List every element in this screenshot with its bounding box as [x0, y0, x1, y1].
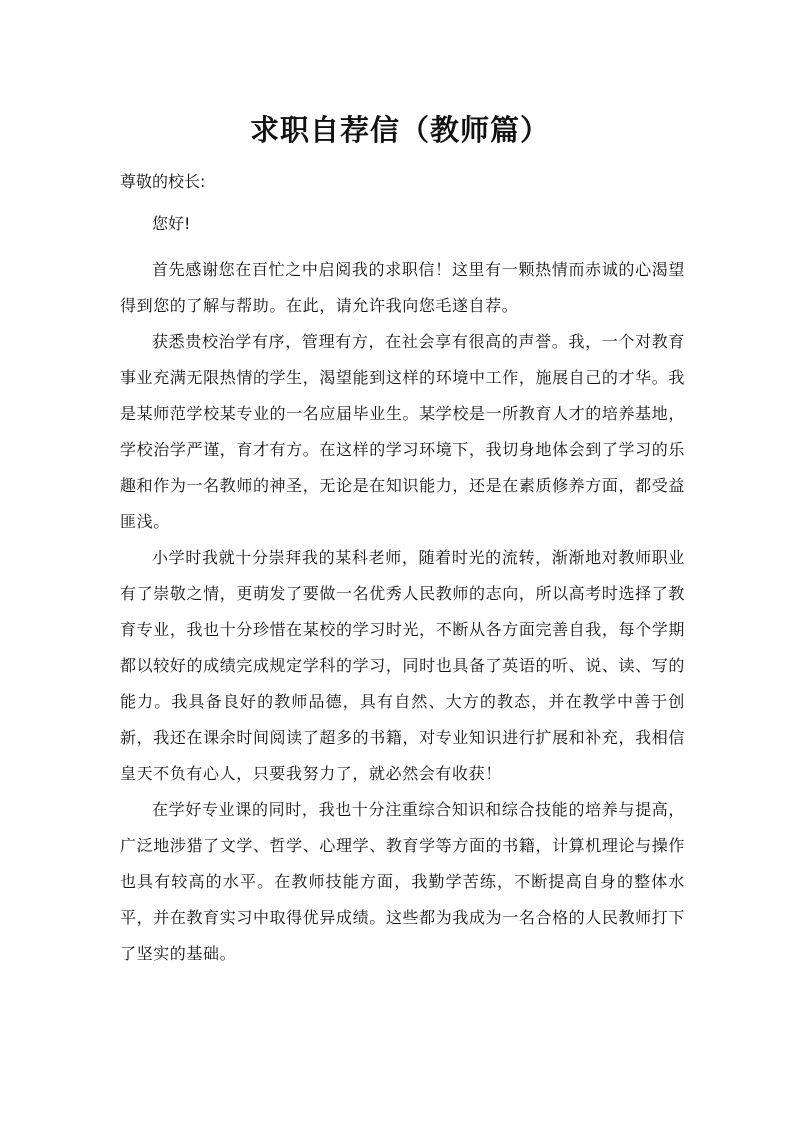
paragraph-aspiration: 小学时我就十分崇拜我的某科老师，随着时光的流转，渐渐地对教师职业有了崇敬之情，更萌发了要做一名优秀人民教师的志向，所以高考时选择了教育专业，我也十分珍惜在某校的学习时光，不断从各方面完善自我，每个学期都以较好的成绩完成规定学科的学习，同时也具备了英语的听、说、读、写的能力。我具备良好的教师品德，具有自然、大方的教态，并在教学中善于创新，我还在课余时间阅读了超多的书籍，对专业知识进行扩展和补充，我相信皇天不负有心人，只要我努力了，就必然会有收获！ [120, 548, 685, 783]
paragraph-skills: 在学好专业课的同时，我也十分注重综合知识和综合技能的培养与提高，广泛地涉猎了文学、哲学、心理学、教育学等方面的书籍，计算机理论与操作也具有较高的水平。在教师技能方面，我勤学苦练，不断提高自身的整体水平，并在教育实习中取得优异成绩。这些都为我成为一名合格的人民教师打下了坚实的基础。 [120, 800, 685, 963]
paragraph-intro: 首先感谢您在百忙之中启阅我的求职信！这里有一颗热情而赤诚的心渴望得到您的了解与帮助。在此，请允许我向您毛遂自荐。 [120, 260, 685, 315]
greeting: 您好! [152, 214, 191, 233]
page-title: 求职自荐信（教师篇） [249, 113, 550, 147]
salutation: 尊敬的校长: [120, 172, 206, 191]
paragraph-school: 获悉贵校治学有序，管理有方，在社会享有很高的声誉。我，一个对教育事业充满无限热情的学生，渴望能到这样的环境中工作，施展自己的才华。我是某师范学校某专业的一名应届毕业生。某学校是一所教育人才的培养基地，学校治学严谨，育才有方。在这样的学习环境下，我切身地体会到了学习的乐趣和作为一名教师的神圣，无论是在知识能力，还是在素质修养方面，都受益匪浅。 [120, 332, 685, 531]
letter-body [120, 252, 685, 972]
